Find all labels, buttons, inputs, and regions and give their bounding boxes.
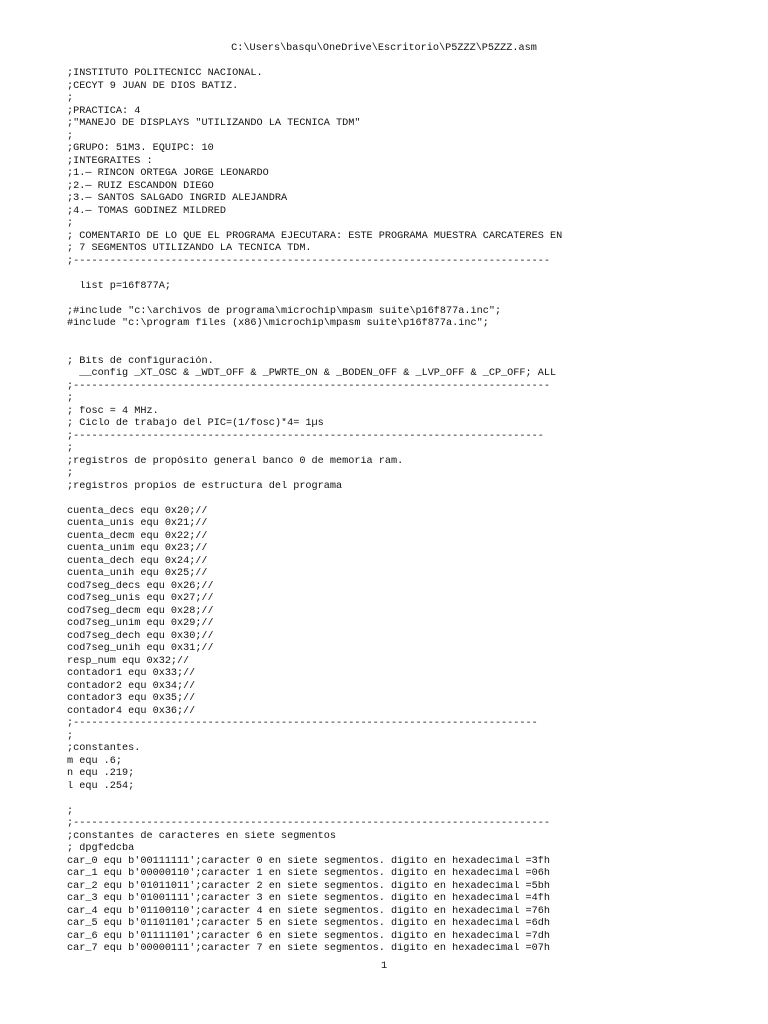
code-line: #include "c:\program files (x86)\microchip\mpasm suite\p16f877a.inc"; (67, 318, 489, 329)
code-line (67, 793, 747, 806)
code-line: ; fosc = 4 MHz. (67, 405, 159, 417)
code-line (67, 343, 747, 356)
code-line: ;CECYT 9 JUAN DE DIOS BATIZ. (67, 80, 239, 92)
code-line: ;constantes de caracteres en siete segmentos (67, 830, 336, 842)
code-line: ;"MANEJO DE DISPLAYS "UTILIZANDO LA TECNICA TDM" (67, 118, 361, 129)
code-line: ;constantes. (67, 743, 141, 754)
code-line: car_3 equ b'01001111';caracter 3 en siete segmentos. digito en hexadecimal =4fh (67, 893, 550, 904)
code-line: ; (67, 730, 74, 742)
code-line: __config _XT_OSC & _WDT_OFF & _PWRTE_ON & _BODEN_OFF & _LVP_OFF & _CP_OFF; ALL (67, 368, 557, 379)
code-line: ;1.— RINCON ORTEGA JORGE LEONARDO (67, 168, 269, 179)
code-line: car_1 equ b'00000110';caracter 1 en siete segmentos. digito en hexadecimal =06h (67, 868, 550, 879)
code-line: cuenta_unis equ 0x21;// (67, 518, 208, 529)
code-line: ;---------------------------------------------------------------------------- (67, 718, 538, 729)
code-line: cuenta_unih equ 0x25;// (67, 568, 208, 579)
code-line: contador3 equ 0x35;// (67, 693, 196, 704)
code-line: ; (67, 468, 74, 479)
code-line: ; Ciclo de trabajo del PIC=(1/fosc)*4= 1µs (67, 418, 324, 429)
code-line: cod7seg_unis equ 0x27;// (67, 593, 214, 604)
code-line: ; (67, 218, 74, 229)
code-line: contador2 equ 0x34;// (67, 680, 196, 692)
code-line: ; (67, 130, 74, 142)
code-line: ; COMENTARIO DE LO QUE EL PROGRAMA EJECUTARA: ESTE PROGRAMA MUESTRA CARCATERES EN (67, 230, 563, 242)
code-line: car_5 equ b'01101101';caracter 5 en siete segmentos. digito en hexadecimal =6dh (67, 918, 550, 929)
code-line (67, 268, 747, 281)
code-line: ;4.— TOMAS GODINEZ MILDRED (67, 205, 226, 217)
code-line: ; 7 SEGMENTOS UTILIZANDO LA TECNICA TDM. (67, 243, 312, 254)
code-line: cod7seg_decs equ 0x26;// (67, 580, 214, 592)
code-line: car_7 equ b'00000111';caracter 7 en siete segmentos. digito en hexadecimal =07h (67, 943, 550, 954)
code-line: car_4 equ b'01100110';caracter 4 en siete segmentos. digito en hexadecimal =76h (67, 905, 550, 917)
code-line: car_0 equ b'00111111';caracter 0 en siete segmentos. digito en hexadecimal =3fh (67, 855, 550, 867)
code-line: ;#include "c:\archivos de programa\microchip\mpasm suite\p16f877a.inc"; (67, 305, 502, 317)
code-line: ; (67, 443, 74, 454)
code-line: resp_num equ 0x32;// (67, 655, 190, 667)
code-line: ; (67, 805, 74, 817)
code-line: car_6 equ b'01111101';caracter 6 en siete segmentos. digito en hexadecimal =7dh (67, 930, 550, 942)
code-line: ;3.— SANTOS SALGADO INGRID ALEJANDRA (67, 193, 288, 204)
code-line: contador4 equ 0x36;// (67, 705, 196, 717)
code-line: ;------------------------------------------------------------------------------ (67, 380, 550, 392)
code-line: ;------------------------------------------------------------------------------ (67, 255, 550, 267)
code-line: n equ .219; (67, 768, 135, 779)
code-line: cod7seg_dech equ 0x30;// (67, 630, 214, 642)
code-line: cod7seg_unim equ 0x29;// (67, 618, 214, 629)
code-line: ; (67, 393, 74, 404)
code-line: cuenta_dech equ 0x24;// (67, 555, 208, 567)
code-line: ;----------------------------------------------------------------------------- (67, 430, 544, 442)
code-line: m equ .6; (67, 755, 123, 767)
code-line: ;------------------------------------------------------------------------------ (67, 818, 550, 829)
code-line: ;GRUPO: 51M3. EQUIPC: 10 (67, 143, 214, 154)
code-line: ;INSTITUTO POLITECNICC NACIONAL. (67, 68, 263, 79)
code-line: cuenta_decs equ 0x20;// (67, 505, 208, 517)
code-line (67, 493, 747, 506)
code-line: cuenta_unim equ 0x23;// (67, 543, 208, 554)
code-line: ; dpgfedcba (67, 843, 135, 854)
file-path-header: C:\Users\basqu\OneDrive\Escritorio\P5ZZZ\P5ZZZ.asm (231, 43, 537, 54)
source-code-listing (67, 68, 747, 956)
code-line: ;registros de propósito general banco 0 de memoria ram. (67, 455, 404, 467)
code-line (67, 331, 747, 344)
code-line (67, 293, 747, 306)
code-line: cuenta_decm equ 0x22;// (67, 530, 208, 542)
code-line: list p=16f877A; (67, 280, 171, 292)
code-line: ;registros propios de estructura del programa (67, 480, 343, 492)
code-line: l equ .254; (67, 780, 135, 792)
code-line: cod7seg_unih equ 0x31;// (67, 643, 214, 654)
code-line: ;2.— RUIZ ESCANDON DIEGO (67, 180, 214, 192)
page-number: 1 (380, 961, 388, 972)
code-line: cod7seg_decm equ 0x28;// (67, 605, 214, 617)
code-line: ;INTEGRAITES : (67, 155, 153, 167)
code-line: ; (67, 93, 74, 104)
code-line: contador1 equ 0x33;// (67, 668, 196, 679)
code-line: car_2 equ b'01011011';caracter 2 en siete segmentos. digito en hexadecimal =5bh (67, 880, 550, 892)
code-line: ;PRACTICA: 4 (67, 105, 141, 117)
code-line: ; Bits de configuración. (67, 355, 214, 367)
